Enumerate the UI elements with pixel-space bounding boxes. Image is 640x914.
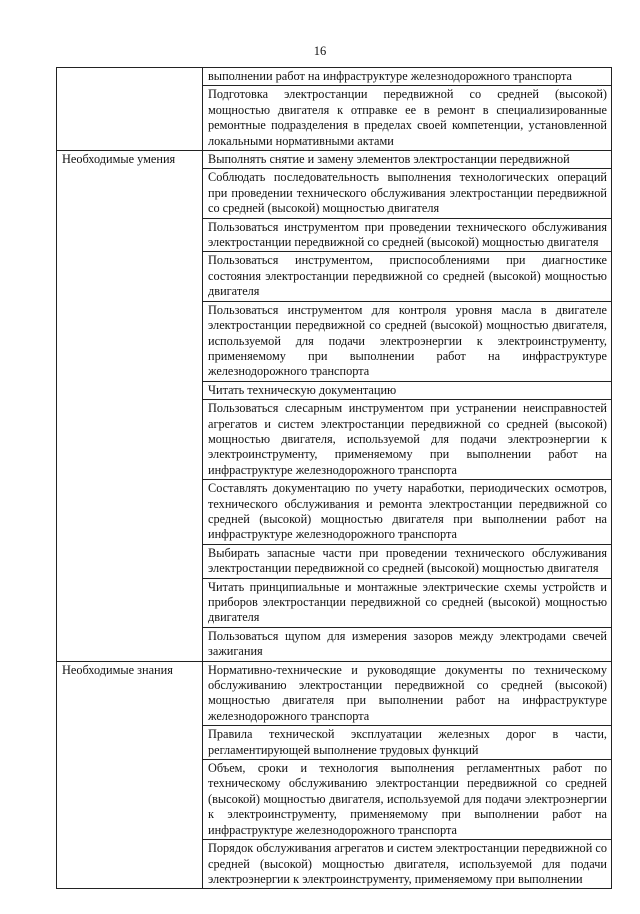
table-cell: выполнении работ на инфраструктуре железнодорожного транспорта (203, 68, 612, 86)
table-cell: Выполнять снятие и замену элементов электростанции передвижной (203, 151, 612, 169)
table-row (57, 661, 612, 726)
table-cell: Читать техническую документацию (203, 381, 612, 399)
table-cell: Соблюдать последовательность выполнения технологических операций при проведении технического обслуживания электростанции передвижной со средней (высокой) мощностью двигателя (203, 169, 612, 218)
table-row (57, 151, 612, 169)
table-cell: Объем, сроки и технология выполнения регламентных работ по техническому обслуживанию электростанции передвижной со средней (высокой) мощностью двигателя, используемой для подачи электроэнергии к электроинструменту, применяемому при выполнении работ на инфраструктуре железнодорожного транспорта (203, 760, 612, 840)
table-cell: Читать принципиальные и монтажные электрические схемы устройств и приборов электростанции передвижной со средней (высокой) мощностью двигателя (203, 578, 612, 627)
table-cell: Порядок обслуживания агрегатов и систем электростанции передвижной со средней (высокой) мощностью двигателя, используемой для подачи электроэнергии к электроинструменту, применяемому при выполнении (203, 840, 612, 889)
table-cell: Пользоваться инструментом, приспособлениями при диагностике состояния электростанции передвижной со средней (высокой) мощностью двигателя (203, 252, 612, 301)
table-cell: Пользоваться инструментом для контроля уровня масла в двигателе электростанции передвижной со средней (высокой) мощностью двигателя, используемой для подачи электроэнергии к электроинструменту, применяемому при выполнении работ на инфраструктуре железнодорожного транспорта (203, 301, 612, 381)
competency-table (56, 67, 612, 889)
table-cell: Составлять документацию по учету наработки, периодических осмотров, технического обслуживания и ремонта электростанции передвижной со средней (высокой) мощностью двигателя при выполнении работ на инфраструктуре железнодорожного транспорта (203, 480, 612, 545)
table-cell: Нормативно-технические и руководящие документы по техническому обслуживанию электростанции передвижной со средней (высокой) мощностью двигателя при выполнении работ на инфраструктуре железнодорожного транспорта (203, 661, 612, 726)
table-cell: Подготовка электростанции передвижной со средней (высокой) мощностью двигателя к отправке ее в ремонт в специализированные ремонтные подразделения в пределах своей компетенции, установленной локальными нормативными актами (203, 86, 612, 151)
section-label-skills: Необходимые умения (57, 151, 203, 662)
table-cell: Правила технической эксплуатации железных дорог в части, регламентирующей выполнение трудовых функций (203, 726, 612, 760)
section-label (57, 68, 203, 151)
section-label-knowledge: Необходимые знания (57, 661, 203, 889)
page-number: 16 (313, 44, 327, 58)
table-cell: Выбирать запасные части при проведении технического обслуживания электростанции передвижной со средней (высокой) мощностью двигателя (203, 544, 612, 578)
table-row (57, 68, 612, 86)
table-cell: Пользоваться инструментом при проведении технического обслуживания электростанции передвижной со средней (высокой) мощностью двигателя (203, 218, 612, 252)
table-cell: Пользоваться слесарным инструментом при устранении неисправностей агрегатов и систем электростанции передвижной со средней (высокой) мощностью двигателя, используемой для подачи электроэнергии к электроинструменту, применяемому при выполнении работ на инфраструктуре железнодорожного транспорта (203, 400, 612, 480)
table-cell: Пользоваться щупом для измерения зазоров между электродами свечей зажигания (203, 627, 612, 661)
